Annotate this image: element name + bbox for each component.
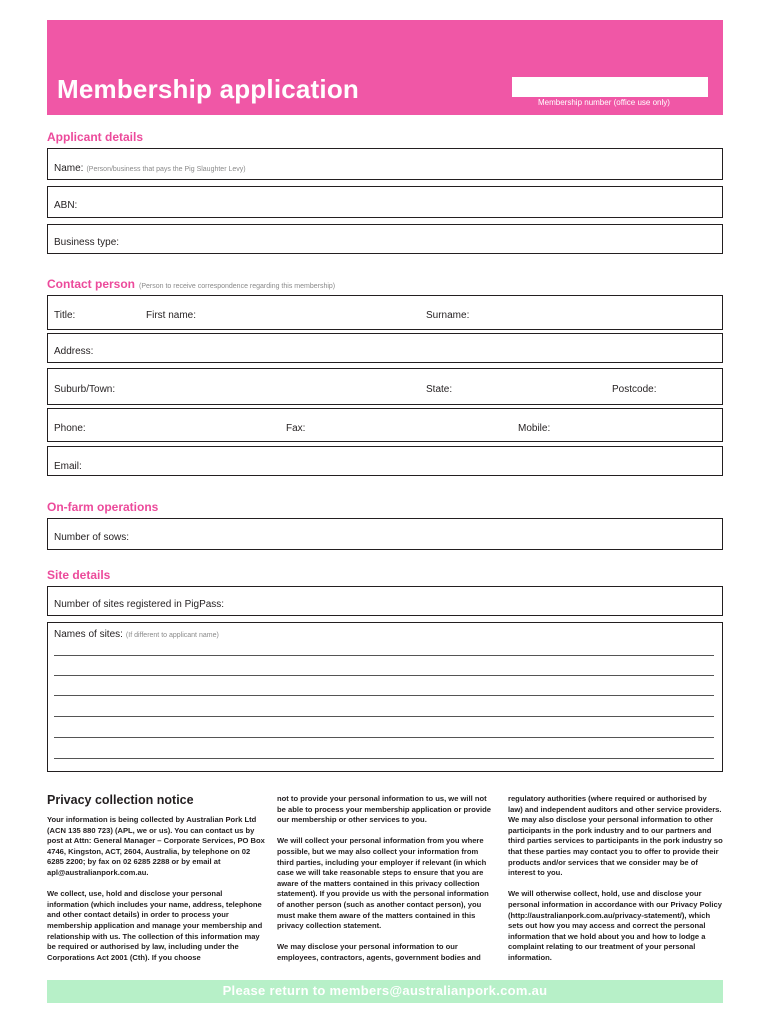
section-note: (Person to receive correspondence regarding this membership) bbox=[139, 283, 336, 290]
site-names-label-wrap bbox=[54, 629, 219, 640]
title-label: Title: bbox=[54, 310, 76, 321]
business-type-label: Business type: bbox=[54, 237, 120, 248]
address-field[interactable] bbox=[47, 333, 723, 363]
privacy-column-3 bbox=[508, 794, 723, 974]
email-label: Email: bbox=[54, 461, 82, 472]
privacy-paragraph: not to provide your personal information to us, we will not be able to process your membership application or provide our membership or other services to you. bbox=[277, 794, 491, 825]
privacy-column-1 bbox=[47, 815, 265, 974]
name-hint: (Person/business that pays the Pig Slaughter Levy) bbox=[86, 166, 246, 173]
write-line bbox=[54, 655, 714, 656]
postcode-label: Postcode: bbox=[612, 384, 657, 395]
privacy-column-2 bbox=[277, 794, 495, 974]
fax-label: Fax: bbox=[286, 423, 306, 434]
footer-banner bbox=[47, 980, 723, 1003]
surname-label: Surname: bbox=[426, 310, 470, 321]
name-label: Name: bbox=[54, 163, 84, 174]
privacy-paragraph: We will collect your personal information from you where possible, but we may also collect your information from third parties, including your employer if relevant (in which case we will take reasonable steps to ensure that you are aware of the matters contained in this privacy collection statement). If you provide us with the personal information of another person (such as another contact person), you must make them aware of the matters contained in this privacy collection statement. bbox=[277, 836, 489, 931]
privacy-paragraph: We may disclose your personal information to our employees, contractors, agents, government bodies and bbox=[277, 942, 481, 962]
return-email-text[interactable]: Please return to members@australianpork.com.au bbox=[222, 983, 548, 998]
privacy-paragraph: We will otherwise collect, hold, use and disclose your personal information in accordance with our Privacy Policy (http://australianpork.com.au/privacy-statement/), which sets out how you may access and correct the personal information that we hold about you and how to lodge a complaint relating to our treatment of your personal information. bbox=[508, 889, 722, 962]
write-line bbox=[54, 675, 714, 676]
section-title-text: On-farm operations bbox=[47, 500, 159, 514]
suburb-label: Suburb/Town: bbox=[54, 384, 116, 395]
section-title-text: Applicant details bbox=[47, 130, 144, 144]
privacy-title: Privacy collection notice bbox=[47, 793, 194, 807]
header-banner bbox=[47, 20, 723, 115]
sows-field[interactable] bbox=[47, 518, 723, 550]
section-title-onfarm bbox=[47, 500, 158, 514]
section-title-contact bbox=[47, 277, 335, 291]
first-name-label: First name: bbox=[146, 310, 197, 321]
name-row-field[interactable] bbox=[47, 295, 723, 330]
section-title-applicant bbox=[47, 130, 143, 144]
sites-registered-label: Number of sites registered in PigPass: bbox=[54, 599, 225, 610]
section-title-text: Contact person bbox=[47, 277, 136, 291]
abn-field[interactable] bbox=[47, 186, 723, 218]
abn-label: ABN: bbox=[54, 200, 78, 211]
section-title-site bbox=[47, 568, 110, 582]
address-label: Address: bbox=[54, 346, 94, 357]
write-line bbox=[54, 758, 714, 759]
page-title: Membership application bbox=[57, 74, 360, 104]
site-names-hint: (If different to applicant name) bbox=[125, 632, 219, 639]
membership-number-field[interactable] bbox=[512, 77, 708, 97]
state-label: State: bbox=[426, 384, 453, 395]
site-names-label: Names of sites: bbox=[54, 629, 123, 640]
sows-label: Number of sows: bbox=[54, 532, 130, 543]
site-names-field[interactable] bbox=[47, 622, 723, 772]
mobile-label: Mobile: bbox=[518, 423, 551, 434]
business-type-field[interactable] bbox=[47, 224, 723, 254]
sites-registered-field[interactable] bbox=[47, 586, 723, 616]
phone-row-field[interactable] bbox=[47, 408, 723, 442]
write-line bbox=[54, 695, 714, 696]
write-line bbox=[54, 737, 714, 738]
privacy-paragraph: We collect, use, hold and disclose your personal information (which includes your name, address, telephone and other contact details) in order to process your membership application and manage your membership and relationship with us. The collection of this information may be required or authorised by law, including under the Corporations Act 2001 (Cth). If you choose bbox=[47, 889, 263, 962]
name-label-wrap bbox=[54, 163, 246, 174]
write-line bbox=[54, 716, 714, 717]
phone-label: Phone: bbox=[54, 423, 86, 434]
email-field[interactable] bbox=[47, 446, 723, 476]
suburb-row-field[interactable] bbox=[47, 368, 723, 405]
privacy-paragraph: regulatory authorities (where required or authorised by law) and independent auditors and other service providers. We may also disclose your personal information to other participants in the pork industry and to our partners and third parties services to participants in the pork industry so that these parties may contact you to offer to provide their products and/or services that we consider may be of interest to you. bbox=[508, 794, 723, 878]
membership-number-label: Membership number (office use only) bbox=[538, 98, 670, 107]
name-field[interactable] bbox=[47, 148, 723, 180]
privacy-paragraph: Your information is being collected by Australian Pork Ltd (ACN 135 880 723) (APL, we or us). You can contact us by post at Attn: General Manager – Corporate Services, PO Box 4746, Kingston, ACT, 2604, Australia, by telephone on 02 6285 2200; by fax on 02 6285 2288 or by email at apl@australianpork.com.au. bbox=[47, 815, 265, 877]
section-title-text: Site details bbox=[47, 568, 111, 582]
